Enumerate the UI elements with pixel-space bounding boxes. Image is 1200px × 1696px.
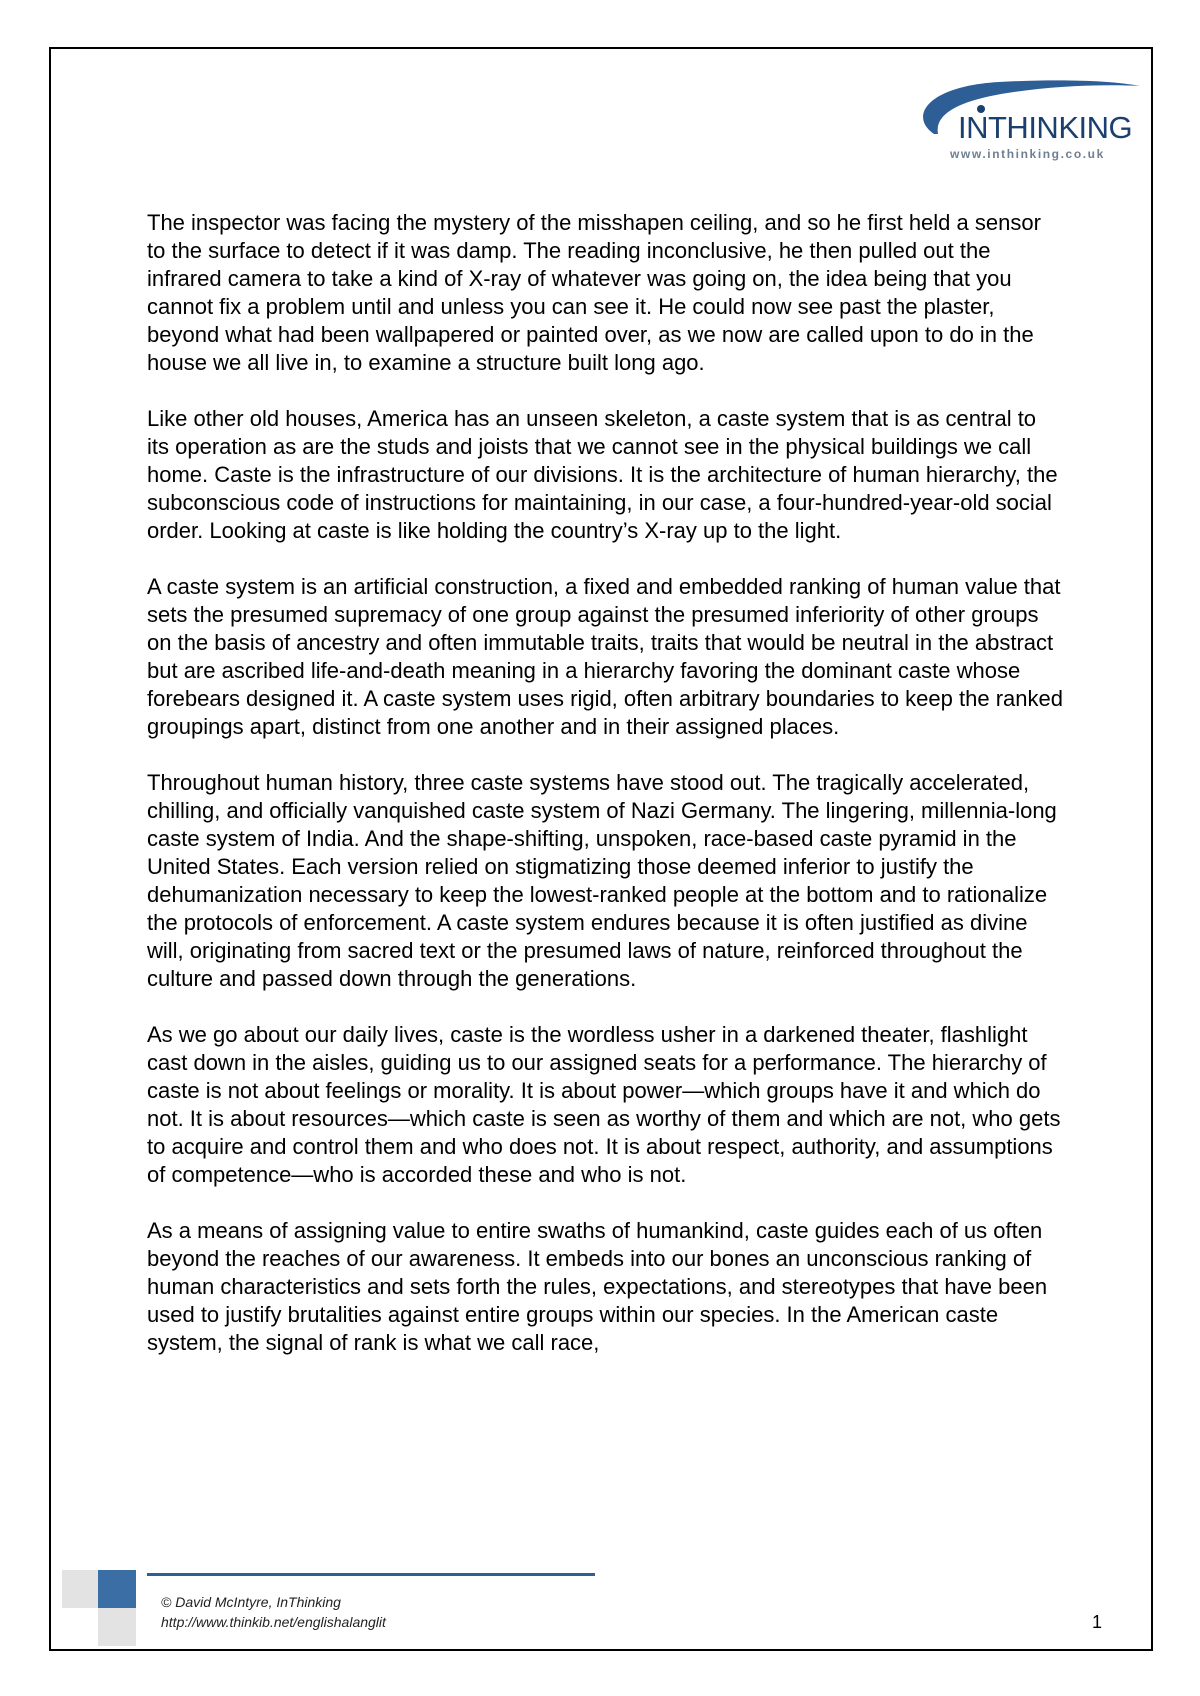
paragraph: As we go about our daily lives, caste is the wordless usher in a darkened theater, flashlight cast down in the aisles, guiding us to our assigned seats for a performance. The hierarchy of caste is not about feelings or morality. It is about power—which groups have it and which do not. It is about resources—which caste is seen as worthy of them and which are not, who gets to acquire and control them and who does not. It is about respect, authority, and assumptions of competence—who is accorded these and who is not. <box>147 1022 1061 1187</box>
paragraph: The inspector was facing the mystery of the misshapen ceiling, and so he first held a sensor to the surface to detect if it was damp. The reading inconclusive, he then pulled out the infrared camera to take a kind of X-ray of whatever was going on, the idea being that you cannot fix a problem until and unless you can see it. He could now see past the plaster, beyond what had been wallpapered or painted over, as we now are called upon to do in the house we all live in, to examine a structure built long ago. <box>147 210 1041 375</box>
paragraph: Throughout human history, three caste systems have stood out. The tragically accelerated, chilling, and officially vanquished caste system of Nazi Germany. The lingering, millennia-long caste system of India. And the shape-shifting, unspoken, race-based caste pyramid in the United States. Each version relied on stigmatizing those deemed inferior to justify the dehumanization necessary to keep the lowest-ranked people at the bottom and to rationalize the protocols of enforcement. A caste system endures because it is often justified as divine will, originating from sacred text or the presumed laws of nature, reinforced throughout the culture and passed down through the generations. <box>147 770 1057 991</box>
footer-squares-decoration <box>62 1570 142 1650</box>
footer-blue-square <box>98 1570 136 1608</box>
logo-url-text: www.inthinking.co.uk <box>950 147 1105 161</box>
paragraph: A caste system is an artificial construction, a fixed and embedded ranking of human value that sets the presumed supremacy of one group against the presumed inferiority of other groups on the basis of ancestry and often immutable traits, traits that would be neutral in the abstract but are ascribed life-and-death meaning in a hierarchy favoring the dominant caste whose forebears designed it. A caste system uses rigid, often arbitrary boundaries to keep the ranked groupings apart, distinct from one another and in their assigned places. <box>147 574 1063 739</box>
inthinking-logo[interactable] <box>904 72 1140 167</box>
paragraph: Like other old houses, America has an unseen skeleton, a caste system that is as central to its operation as are the studs and joists that we cannot see in the physical buildings we call home. Caste is the infrastructure of our divisions. It is the architecture of human hierarchy, the subconscious code of instructions for maintaining, in our case, a four-hundred-year-old social order. Looking at caste is like holding the country’s X-ray up to the light. <box>147 406 1058 543</box>
paragraph: As a means of assigning value to entire swaths of humankind, caste guides each of us often beyond the reaches of our awareness. It embeds into our bones an unconscious ranking of human characteristics and sets forth the rules, expectations, and stereotypes that have been used to justify brutalities against entire groups within our species. In the American caste system, the signal of rank is what we call race, <box>147 1218 1048 1355</box>
footer-rule <box>147 1573 595 1576</box>
article-body <box>147 209 1063 1385</box>
footer-url-link[interactable]: http://www.thinkib.net/englishalanglit <box>161 1614 386 1630</box>
footer-credits <box>161 1592 386 1632</box>
footer-gray-square <box>98 1608 136 1646</box>
footer-gray-square <box>62 1570 100 1608</box>
footer-copyright: © David McIntyre, InThinking <box>161 1594 341 1610</box>
page-number: 1 <box>1092 1612 1103 1632</box>
logo-brand-text: INTHINKING <box>958 110 1133 145</box>
